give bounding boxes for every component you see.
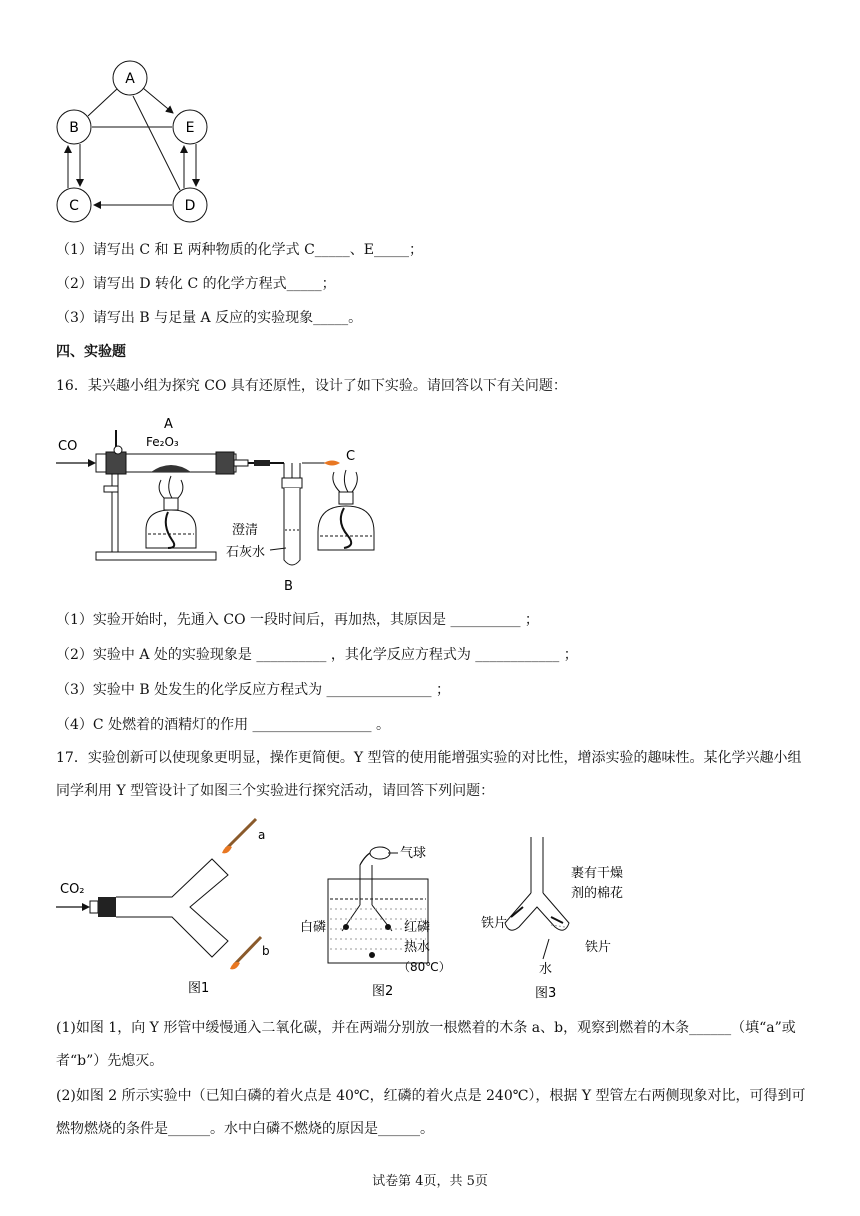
fe2o3-label: Fe₂O₃ <box>146 435 179 449</box>
q15-sub2: （2）请写出 D 转化 C 的化学方程式_____； <box>56 276 336 292</box>
limewater-label-2: 石灰水 <box>226 545 266 560</box>
limewater-label-1: 澄清 <box>232 523 259 538</box>
q16-sub1: （1）实验开始时，先通入 CO 一段时间后，再加热，其原因是 __________ ； <box>56 612 539 628</box>
fig1-b-label: b <box>262 944 270 958</box>
node-d <box>173 188 207 222</box>
node-b <box>57 110 91 144</box>
fig2-hot-water-label: 热水 <box>404 940 431 955</box>
fig1-co2-label: CO₂ <box>60 882 85 897</box>
fig3-iron-right-label: 铁片 <box>585 940 612 955</box>
node-d-label: D <box>184 198 196 214</box>
node-a <box>113 61 147 95</box>
fig3-caption: 图3 <box>535 986 557 1001</box>
fig3-water-label: 水 <box>539 962 553 977</box>
fig3-cotton-label-2: 剂的棉花 <box>571 886 624 901</box>
relation-diagram <box>50 58 220 230</box>
q17-stem: 17．实验创新可以使现象更明显，操作更简便。Y 型管的使用能增强实验的对比性，增添实验的趣味性。某化学兴趣小组同学利用 Y 型管设计了如图三个实验进行探究活动，请回答下列问题： <box>56 750 802 799</box>
q17-sub2: (2)如图 2 所示实验中（已知白磷的着火点是 40℃，红磷的着火点是 240℃），根据 Y 型管左右两侧现象对比，可得到可燃物燃烧的条件是______。水中白磷不燃烧的原因是______。 <box>56 1088 806 1137</box>
b-label: B <box>284 579 293 594</box>
c-label: C <box>346 449 356 464</box>
fig3-cotton-label-1: 裹有干燥 <box>571 866 624 881</box>
q16-sub4: （4）C 处燃着的酒精灯的作用 _________________ 。 <box>56 717 390 733</box>
figure-1 <box>56 815 296 1000</box>
co-reduction-apparatus <box>56 410 376 600</box>
section-heading: 四、实验题 <box>56 344 126 360</box>
page-footer: 试卷第 4页，共 5页 <box>372 1174 488 1189</box>
fig2-red-p-label: 红磷 <box>404 920 431 935</box>
fig2-temp-label: （80℃） <box>398 960 451 974</box>
fig2-white-p-label: 白磷 <box>300 920 327 935</box>
node-e <box>173 110 207 144</box>
node-e-label: E <box>185 120 195 136</box>
node-b-label: B <box>69 120 79 136</box>
fig3-iron-left-label: 铁片 <box>481 916 508 931</box>
fig2-caption: 图2 <box>372 984 394 999</box>
q17-sub1: (1)如图 1，向 Y 形管中缓慢通入二氧化碳，并在两端分别放一根燃着的木条 a、b，观察到燃着的木条______（填“a”或者“b”）先熄灭。 <box>56 1020 796 1069</box>
figure-3 <box>475 835 675 1005</box>
fig1-a-label: a <box>258 828 266 842</box>
a-label: A <box>164 417 173 432</box>
q16-sub2: （2）实验中 A 处的实验现象是 __________ ，其化学反应方程式为 ____________ ； <box>56 647 578 663</box>
figure-2 <box>300 835 470 1005</box>
node-a-label: A <box>125 71 135 87</box>
fig1-caption: 图1 <box>188 981 210 996</box>
fig2-balloon-label: 气球 <box>400 846 427 861</box>
q15-sub3: （3）请写出 B 与足量 A 反应的实验现象_____。 <box>56 310 363 326</box>
node-c <box>57 188 91 222</box>
node-c-label: C <box>69 198 79 214</box>
q15-sub1: （1）请写出 C 和 E 两种物质的化学式 C_____、E_____； <box>56 242 424 258</box>
q16-stem: 16．某兴趣小组为探究 CO 具有还原性，设计了如下实验。请回答以下有关问题： <box>56 378 567 394</box>
co-label: CO <box>58 439 78 454</box>
q16-sub3: （3）实验中 B 处发生的化学反应方程式为 _______________ ； <box>56 682 450 698</box>
